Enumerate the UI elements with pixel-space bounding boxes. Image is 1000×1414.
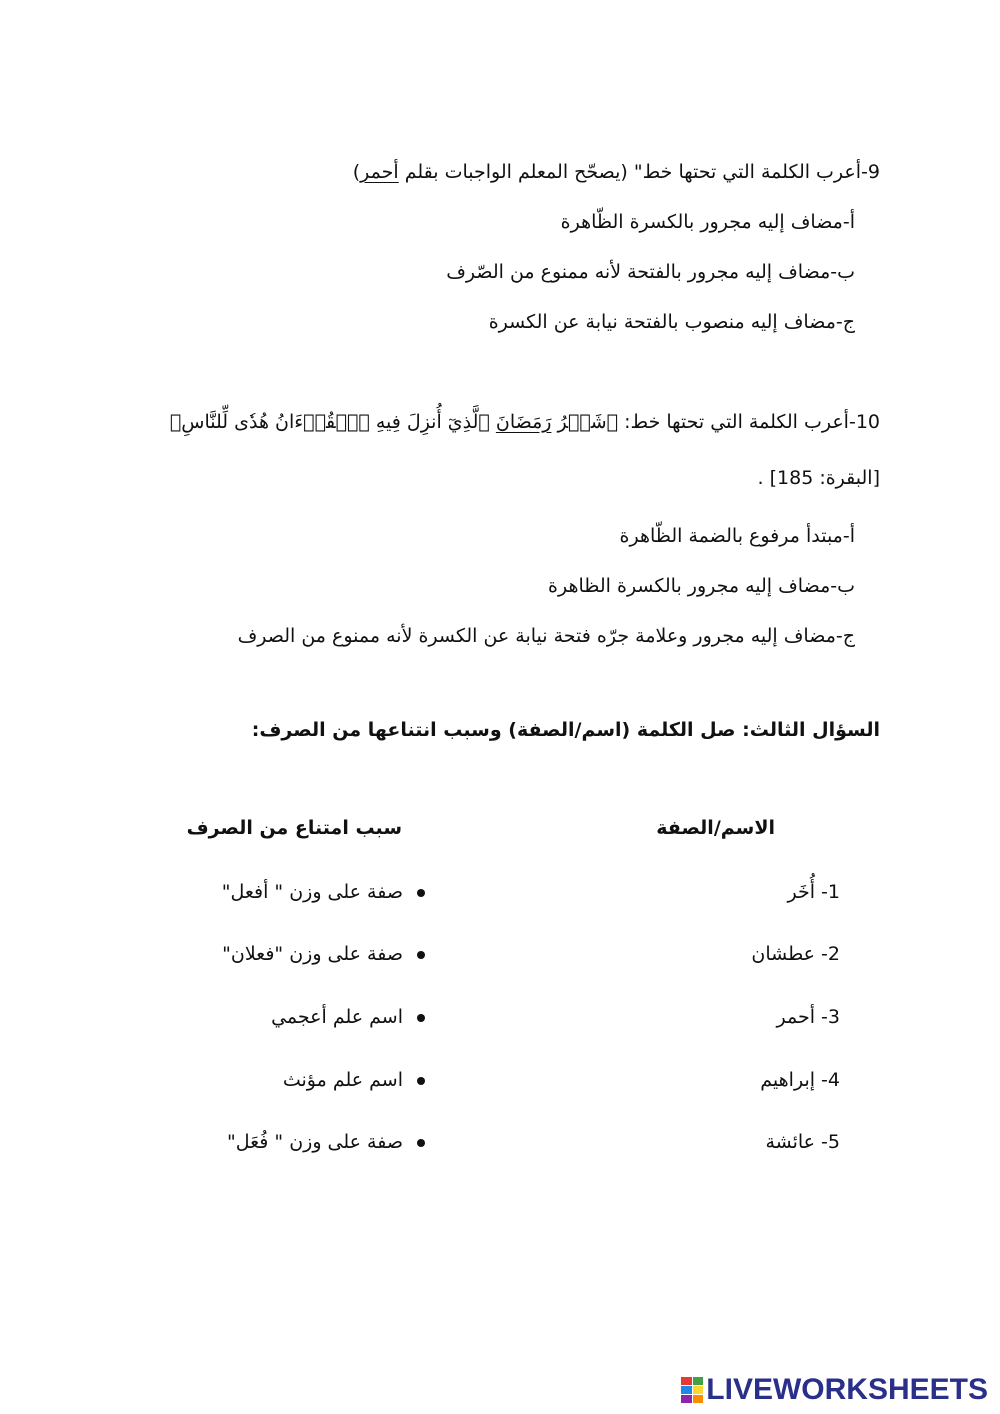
logo-mark-cell — [693, 1377, 704, 1385]
section-3-title: السؤال الثالث: صل الكلمة (اسم/الصفة) وسبب انتناعها من الصرف: — [251, 719, 880, 741]
liveworksheets-logo-icon — [681, 1377, 703, 1403]
logo-mark-cell — [681, 1386, 692, 1394]
name-item-2[interactable]: 2- عطشان — [751, 943, 840, 965]
name-item-5[interactable]: 5- عائشة — [765, 1131, 840, 1153]
question-9-option-a[interactable]: أ-مضاف إليه مجرور بالكسرة الظّاهرة — [560, 211, 855, 233]
bullet-icon — [417, 1139, 425, 1147]
question-10-underlined-word: رَمَضَانَ — [495, 411, 552, 433]
question-9-title-prefix: 9-أعرب الكلمة التي تحتها خط" (يصحّح المعلم الواجبات بقلم — [398, 161, 880, 183]
logo-mark-cell — [681, 1395, 692, 1403]
logo-mark-cell — [693, 1395, 704, 1403]
reason-text-5: صفة على وزن " فُعَل" — [227, 1131, 403, 1153]
question-10-title-prefix: 10-أعرب الكلمة التي تحتها خط: — [618, 411, 880, 433]
question-10-option-a[interactable]: أ-مبتدأ مرفوع بالضمة الظّاهرة — [619, 525, 855, 547]
reason-item-3[interactable] — [271, 1003, 425, 1031]
reasons-column-header: سبب امتناع من الصرف — [186, 817, 402, 839]
bullet-icon — [417, 889, 425, 897]
verse-end: ٱلَّذِيٓ أُنزِلَ فِيهِ ٱلۡقُرۡءَانُ هُدٗى لِّلنَّاسِ﴾ — [169, 411, 496, 433]
bullet-icon — [417, 1014, 425, 1022]
bullet-icon — [417, 951, 425, 959]
reason-item-2[interactable] — [222, 940, 425, 968]
reason-item-1[interactable] — [222, 878, 425, 906]
name-item-1[interactable]: 1- أُخَر — [787, 881, 840, 903]
question-9-option-c[interactable]: ج-مضاف إليه منصوب بالفتحة نيابة عن الكسرة — [488, 311, 855, 333]
logo-mark-cell — [693, 1386, 704, 1394]
name-item-3[interactable]: 3- أحمر — [776, 1006, 840, 1028]
liveworksheets-logo — [681, 1372, 988, 1408]
reason-text-3: اسم علم أعجمي — [271, 1006, 403, 1028]
question-9-title — [353, 158, 880, 186]
reason-text-2: صفة على وزن "فعلان" — [222, 943, 403, 965]
name-item-4[interactable]: 4- إبراهيم — [760, 1069, 840, 1091]
liveworksheets-logo-text: LIVEWORKSHEETS — [706, 1373, 988, 1406]
bullet-icon — [417, 1077, 425, 1085]
question-10-option-b[interactable]: ب-مضاف إليه مجرور بالكسرة الظاهرة — [548, 575, 855, 597]
reason-item-4[interactable] — [283, 1066, 425, 1094]
logo-mark-cell — [681, 1377, 692, 1385]
question-10-title — [170, 408, 880, 436]
question-10-option-c[interactable]: ج-مضاف إليه مجرور وعلامة جرّه فتحة نيابة عن الكسرة لأنه ممنوع من الصرف — [237, 625, 855, 647]
verse-start: ﴿شَهۡرُ — [551, 411, 619, 433]
verse-reference: [البقرة: 185] . — [757, 467, 880, 489]
question-9-title-suffix: ) — [352, 161, 361, 183]
reason-item-5[interactable] — [227, 1128, 425, 1156]
reason-text-1: صفة على وزن " أفعل" — [221, 881, 403, 903]
reason-text-4: اسم علم مؤنث — [282, 1069, 403, 1091]
question-9-underlined-word: أحمر — [360, 161, 399, 183]
question-9-option-b[interactable]: ب-مضاف إليه مجرور بالفتحة لأنه ممنوع من الصّرف — [446, 261, 855, 283]
names-column-header: الاسم/الصفة — [656, 817, 775, 839]
